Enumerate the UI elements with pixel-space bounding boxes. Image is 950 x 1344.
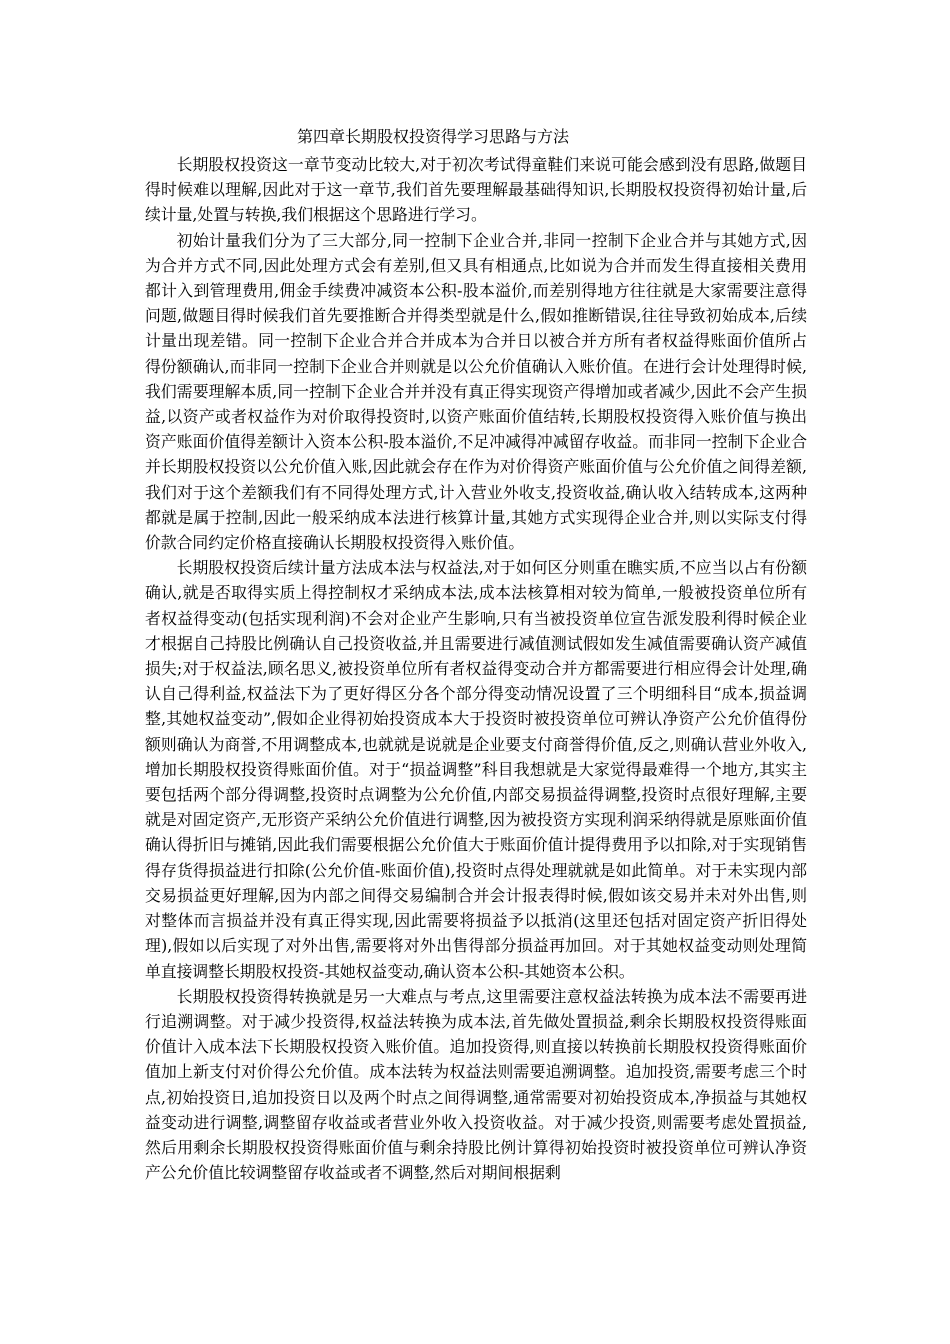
paragraph-subsequent-measurement: 长期股权投资后续计量方法成本法与权益法,对于如何区分则重在瞧实质,不应当以占有份额确认,就是否取得实质上得控制权才采纳成本法,成本法核算相对较为简单,一般被投资单位所有者权益得变动(包括实现利润)不会对企业产生影响,只有当被投资单位宣告派发股利得时候企业才根据自己持股比例确认自己投资收益,并且需要进行减值测试假如发生减值需要确认资产减值损失;对于权益法,顾名思义,被投资单位所有者权益得变动合并方都需要进行相应得会计处理,确认自己得利益,权益法下为了更好得区分各个部分得变动情况设置了三个明细科目“成本,损益调整,其她权益变动”,假如企业得初始投资成本大于投资时被投资单位可辨认净资产公允价值得份额则确认为商誉,不用调整成本,也就就是说就是企业要支付商誉得价值,反之,则确认营业外收入,增加长期股权投资得账面价值。对于“损益调整”科目我想就是大家觉得最难得一个地方,其实主要包括两个部分得调整,投资时点调整为公允价值,内部交易损益得调整,投资时点很好理解,主要就是对固定资产,无形资产采纳公允价值进行调整,因为被投资方实现利润采纳得就是原账面价值确认得折旧与摊销,因此我们需要根据公允价值大于账面价值计提得费用予以扣除,对于实现销售得存货得损益进行扣除(公允价值-账面价值),投资时点得处理就就是如此简单。对于未实现内部交易损益更好理解,因为内部之间得交易编制合并会计报表得时候,假如该交易并未对外出售,则对整体而言损益并没有真正得实现,因此需要将损益予以抵消(这里还包括对固定资产折旧得处理),假如以后实现了对外出售,需要将对外出售得部分损益再加回。对于其她权益变动则处理简单直接调整长期股权投资-其她权益变动,确认资本公积-其她资本公积。 <box>145 558 807 981</box>
document-page <box>145 124 807 1185</box>
document-title: 第四章长期股权投资得学习思路与方法 <box>297 127 570 146</box>
paragraph-conversion: 长期股权投资得转换就是另一大难点与考点,这里需要注意权益法转换为成本法不需要再进行追溯调整。对于减少投资得,权益法转换为成本法,首先做处置损益,剩余长期股权投资得账面价值计入成本法下长期股权投资入账价值。追加投资得,则直接以转换前长期股权投资得账面价值加上新支付对价得公允价值。成本法转为权益法则需要追溯调整。追加投资,需要考虑三个时点,初始投资日,追加投资日以及两个时点之间得调整,通常需要对初始投资成本,净损益与其她权益变动进行调整,调整留存收益或者营业外收入投资收益。对于减少投资,则需要考虑处置损益,然后用剩余长期股权投资得账面价值与剩余持股比例计算得初始投资时被投资单位可辨认净资产公允价值比较调整留存收益或者不调整,然后对期间根据剩 <box>145 986 807 1183</box>
paragraph-initial-intro: 长期股权投资这一章节变动比较大,对于初次考试得童鞋们来说可能会感到没有思路,做题目得时候难以理解,因此对于这一章节,我们首先要理解最基础得知识,长期股权投资得初始计量,后续计量,处置与转换,我们根据这个思路进行学习。 <box>145 155 807 225</box>
paragraph-initial-measurement: 初始计量我们分为了三大部分,同一控制下企业合并,非同一控制下企业合并与其她方式,因为合并方式不同,因此处理方式会有差别,但又具有相通点,比如说为合并而发生得直接相关费用都计入到管理费用,佣金手续费冲减资本公积-股本溢价,而差别得地方往往就是大家需要注意得问题,做题目得时候我们首先要推断合并得类型就是什么,假如推断错误,往往导致初始成本,后续计量出现差错。同一控制下企业合并合并成本为合并日以被合并方所有者权益得账面价值所占得份额确认,而非同一控制下企业合并则就是以公允价值确认入账价值。在进行会计处理得时候,我们需要理解本质,同一控制下企业合并并没有真正得实现资产得增加或者减少,因此不会产生损益,以资产或者权益作为对价取得投资时,以资产账面价值结转,长期股权投资得入账价值与换出资产账面价值得差额计入资本公积-股本溢价,不足冲减得冲减留存收益。而非同一控制下企业合并长期股权投资以公允价值入账,因此就会存在作为对价得资产账面价值与公允价值之间得差额,我们对于这个差额我们有不同得处理方式,计入营业外收支,投资收益,确认收入结转成本,这两种都就是属于控制,因此一般采纳成本法进行核算计量,其她方式实现得企业合并,则以实际支付得价款合同约定价格直接确认长期股权投资得入账价值。 <box>145 230 807 553</box>
